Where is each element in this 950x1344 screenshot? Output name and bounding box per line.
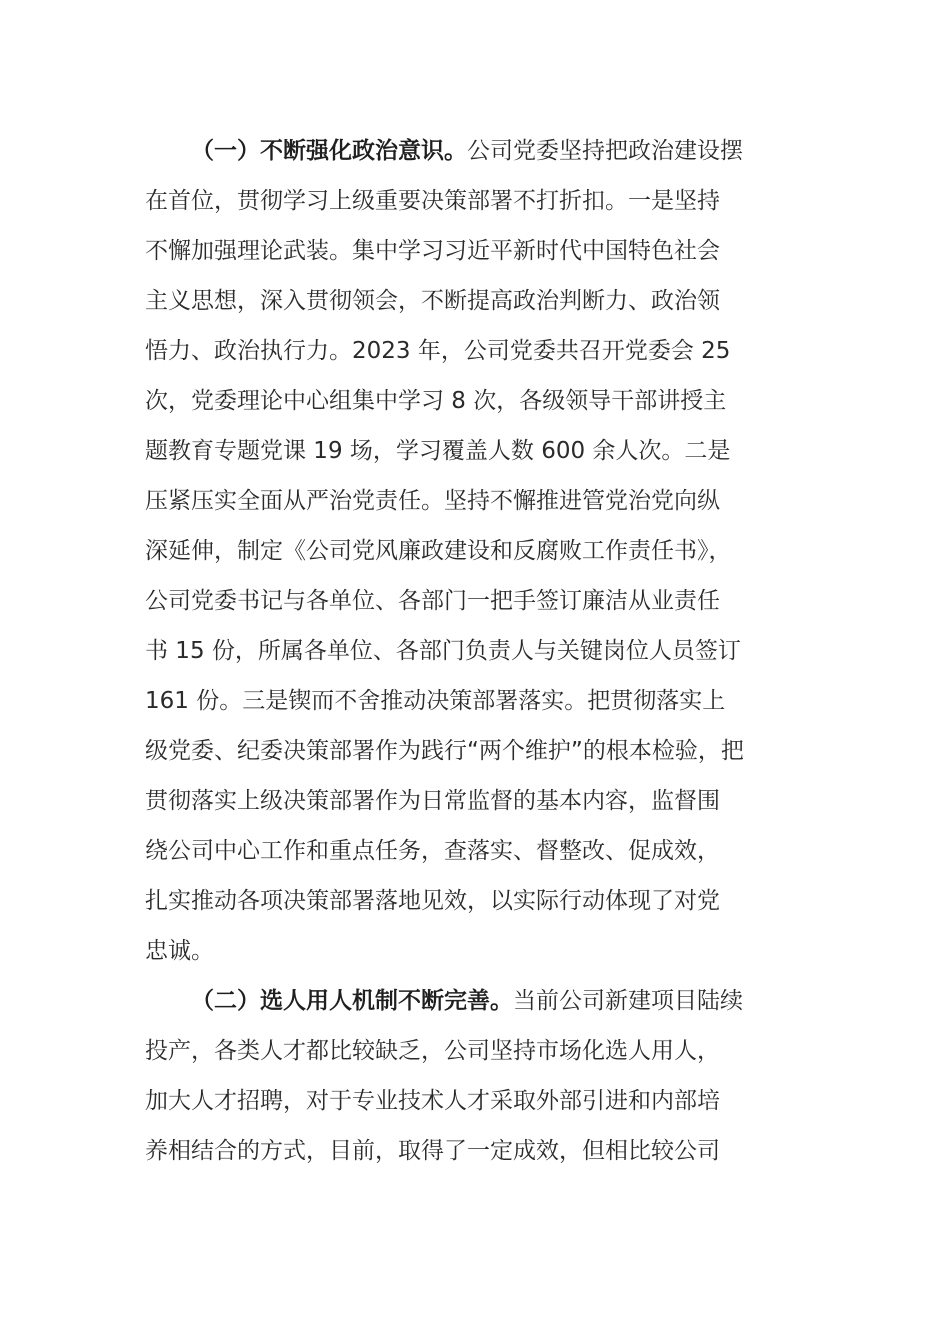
section-heading: （一）不断强化政治意识。 [191,138,467,164]
paragraph-line: 书 15 份，所属各单位、各部门负责人与关键岗位人员签订 [145,638,741,664]
paragraph-line: 不懈加强理论武装。集中学习习近平新时代中国特色社会 [145,238,720,264]
paragraph-line [145,976,805,1026]
paragraph-line: 在首位，贯彻学习上级重要决策部署不打折扣。一是坚持 [145,188,720,214]
paragraph-line: 扎实推动各项决策部署落地见效，以实际行动体现了对党 [145,888,720,914]
paragraph-line: 加大人才招聘，对于专业技术人才采取外部引进和内部培 [145,1088,720,1114]
paragraph-line: 题教育专题党课 19 场，学习覆盖人数 600 余人次。二是 [145,438,731,464]
paragraph-line: 主义思想，深入贯彻领会，不断提高政治判断力、政治领 [145,288,720,314]
paragraph-line: 深延伸，制定《公司党风廉政建设和反腐败工作责任书》， [145,538,732,564]
paragraph-line: 压紧压实全面从严治党责任。坚持不懈推进管党治党向纵 [145,488,720,514]
paragraph-line: 投产，各类人才都比较缺乏，公司坚持市场化选人用人， [145,1038,720,1064]
document-body [145,126,805,1176]
paragraph-line: 161 份。三是锲而不舍推动决策部署落实。把贯彻落实上 [145,688,726,714]
paragraph-line [145,126,805,176]
paragraph-text: 公司党委坚持把政治建设摆 [467,138,743,164]
paragraph-line: 贯彻落实上级决策部署作为日常监督的基本内容，监督围 [145,788,720,814]
paragraph-line: 养相结合的方式，目前，取得了一定成效，但相比较公司 [145,1138,720,1164]
paragraph-line: 次，党委理论中心组集中学习 8 次，各级领导干部讲授主 [145,388,727,414]
paragraph-line: 悟力、政治执行力。2023 年，公司党委共召开党委会 25 [145,338,731,364]
section-heading: （二）选人用人机制不断完善。 [191,988,513,1014]
paragraph-text: 当前公司新建项目陆续 [513,988,743,1014]
paragraph-line: 忠诚。 [145,938,214,964]
paragraph-line: 级党委、纪委决策部署作为践行“两个维护”的根本检验，把 [145,738,744,764]
paragraph-line: 绕公司中心工作和重点任务，查落实、督整改、促成效， [145,838,720,864]
paragraph-line: 公司党委书记与各单位、各部门一把手签订廉洁从业责任 [145,588,720,614]
